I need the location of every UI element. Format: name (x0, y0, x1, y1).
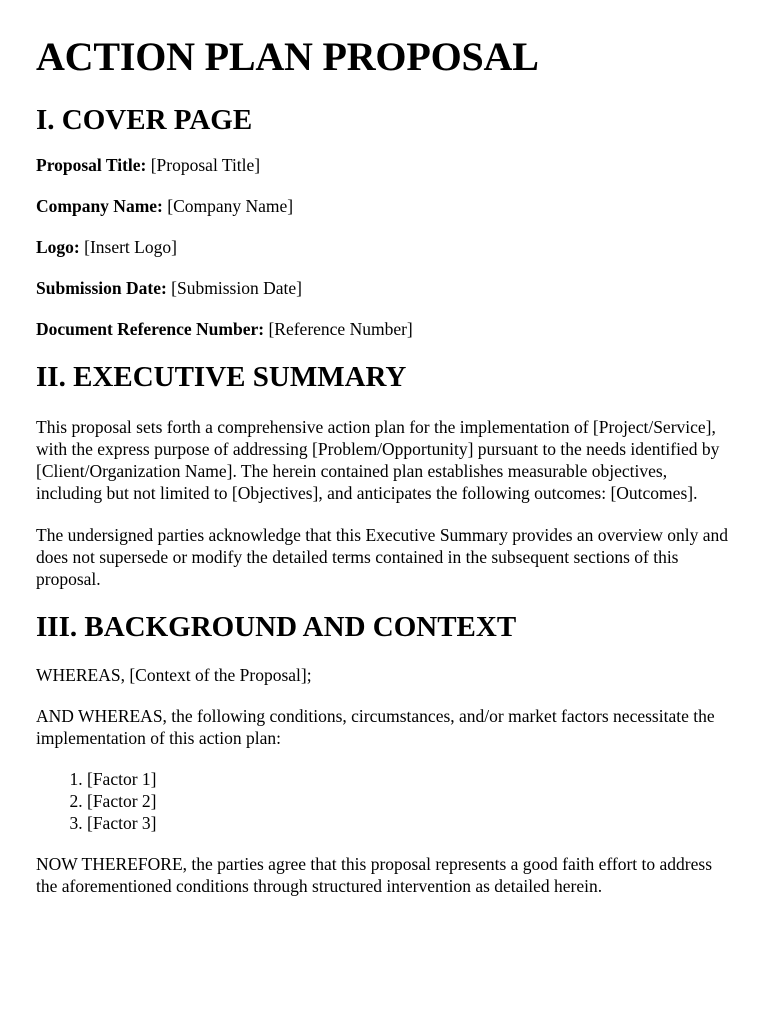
field-value: [Proposal Title] (150, 155, 261, 175)
executive-summary-heading: II. EXECUTIVE SUMMARY (36, 361, 407, 393)
list-item: 3. [Factor 3] (87, 812, 734, 834)
whereas-clause: WHEREAS, [Context of the Proposal]; (36, 665, 312, 685)
executive-summary-paragraph: This proposal sets forth a comprehensive action plan for the implementation of [Project/Service], with the express purpose of addressing [Problem/Opportunity] pursuant to the needs identified by [Client/Organization Name]. The herein contained plan establishes measurable objectives, including but not limited to [Objectives], and anticipates the following outcomes: [Outcomes]. (36, 417, 720, 503)
factors-list (36, 768, 734, 834)
cover-page-heading: I. COVER PAGE (36, 104, 253, 136)
proposal-title-field (36, 154, 734, 176)
field-value: [Reference Number] (268, 319, 413, 339)
field-value: [Insert Logo] (84, 237, 177, 257)
document-title: ACTION PLAN PROPOSAL (36, 34, 539, 79)
field-label: Logo: (36, 237, 80, 257)
field-label: Company Name: (36, 196, 163, 216)
list-item: 1. [Factor 1] (87, 768, 734, 790)
background-heading: III. BACKGROUND AND CONTEXT (36, 611, 517, 643)
submission-date-field (36, 277, 734, 299)
reference-number-field (36, 318, 734, 340)
whereas-clause: AND WHEREAS, the following conditions, circumstances, and/or market factors necessitate the implementation of this action plan: (36, 706, 715, 748)
list-item: 2. [Factor 2] (87, 790, 734, 812)
company-name-field (36, 195, 734, 217)
logo-field (36, 236, 734, 258)
executive-summary-section (36, 360, 734, 590)
field-label: Submission Date: (36, 278, 167, 298)
field-label: Proposal Title: (36, 155, 147, 175)
field-value: [Company Name] (167, 196, 294, 216)
background-section (36, 610, 734, 897)
field-value: [Submission Date] (171, 278, 302, 298)
field-label: Document Reference Number: (36, 319, 265, 339)
now-therefore-clause: NOW THEREFORE, the parties agree that this proposal represents a good faith effort to address the aforementioned conditions through structured intervention as detailed herein. (36, 854, 713, 896)
cover-page-section (36, 103, 734, 340)
executive-summary-paragraph: The undersigned parties acknowledge that this Executive Summary provides an overview only and does not supersede or modify the detailed terms contained in the subsequent sections of this proposal. (36, 525, 729, 589)
